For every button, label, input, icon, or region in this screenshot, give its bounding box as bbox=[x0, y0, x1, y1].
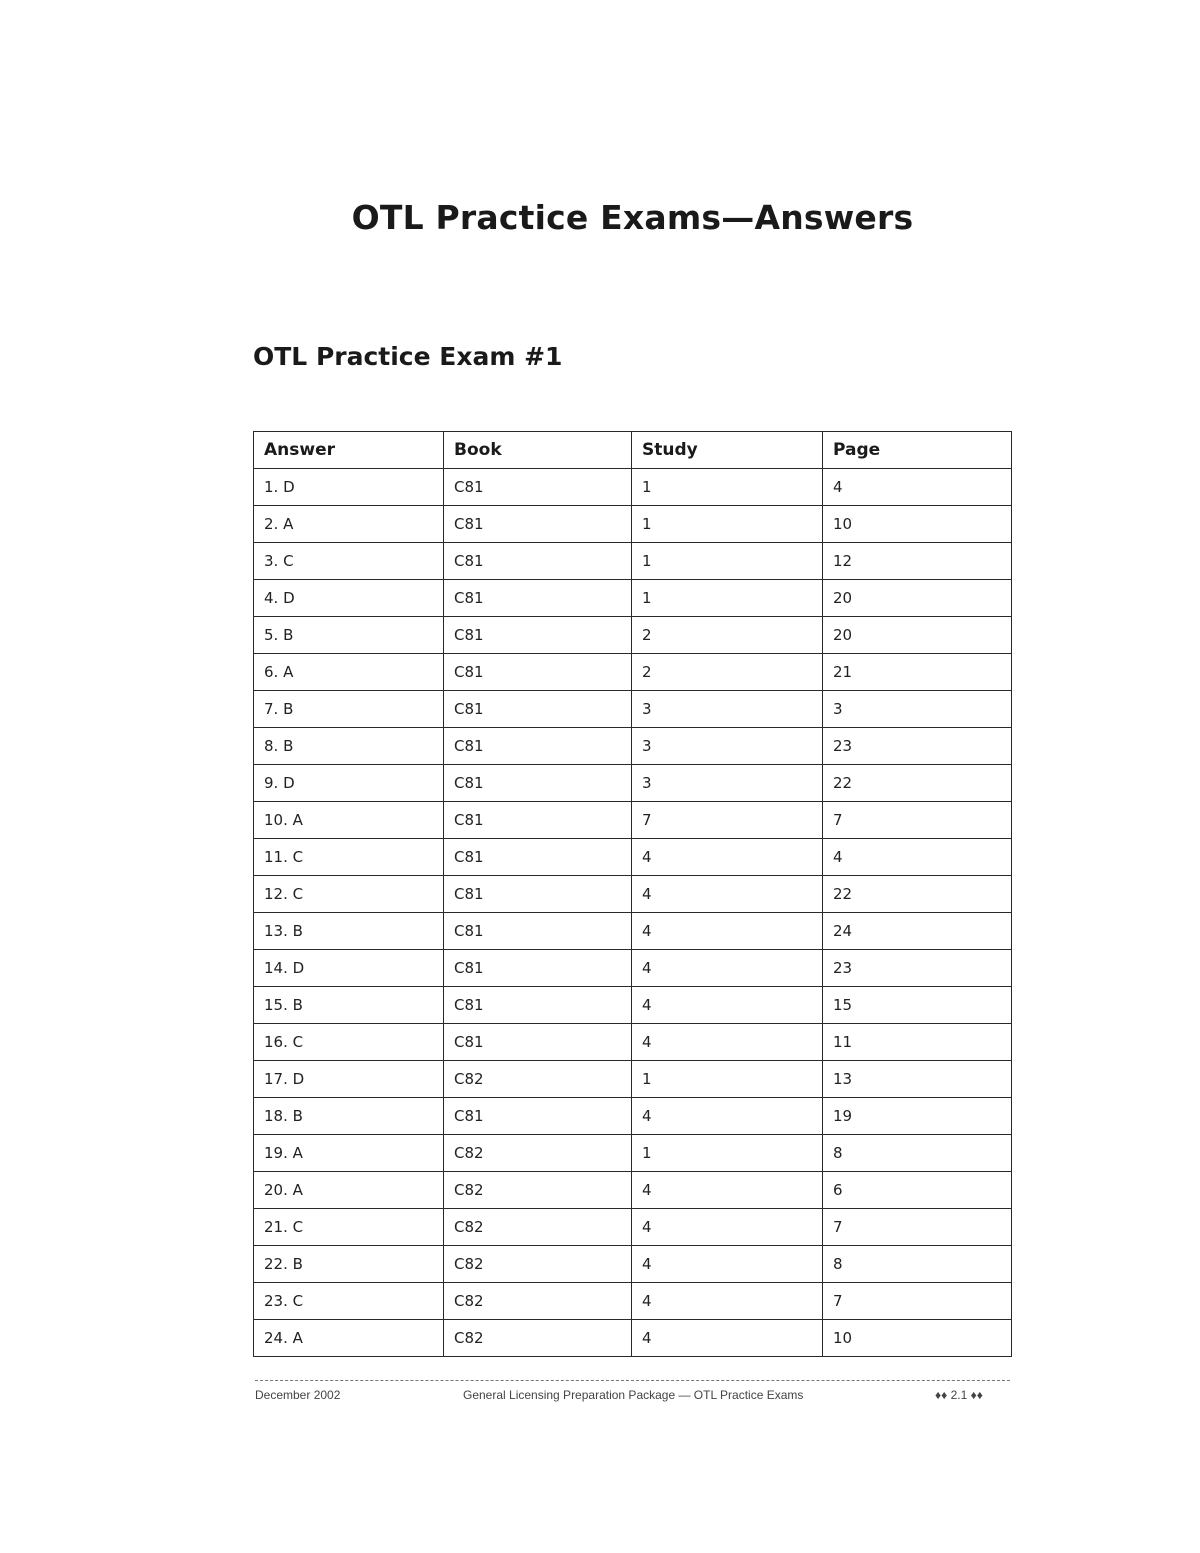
table-row bbox=[254, 617, 1012, 654]
study-cell: 4 bbox=[632, 950, 823, 987]
book-cell: C81 bbox=[444, 654, 632, 691]
page-cell: 10 bbox=[823, 1320, 1012, 1357]
study-cell: 4 bbox=[632, 1172, 823, 1209]
footer-document-title: General Licensing Preparation Package — OTL Practice Exams bbox=[463, 1388, 804, 1402]
answer-cell: 21. C bbox=[254, 1209, 444, 1246]
page-cell: 4 bbox=[823, 469, 1012, 506]
answer-cell: 2. A bbox=[254, 506, 444, 543]
table-row bbox=[254, 1209, 1012, 1246]
header-page: Page bbox=[823, 432, 1012, 469]
book-cell: C81 bbox=[444, 617, 632, 654]
page-cell: 3 bbox=[823, 691, 1012, 728]
study-cell: 4 bbox=[632, 1024, 823, 1061]
table-row bbox=[254, 469, 1012, 506]
table-row bbox=[254, 1098, 1012, 1135]
answer-cell: 17. D bbox=[254, 1061, 444, 1098]
page-cell: 4 bbox=[823, 839, 1012, 876]
book-cell: C81 bbox=[444, 1098, 632, 1135]
page-cell: 21 bbox=[823, 654, 1012, 691]
study-cell: 2 bbox=[632, 617, 823, 654]
book-cell: C81 bbox=[444, 950, 632, 987]
answer-cell: 5. B bbox=[254, 617, 444, 654]
page-cell: 7 bbox=[823, 802, 1012, 839]
table-row bbox=[254, 1246, 1012, 1283]
page-cell: 22 bbox=[823, 876, 1012, 913]
table-row bbox=[254, 543, 1012, 580]
study-cell: 2 bbox=[632, 654, 823, 691]
page-cell: 12 bbox=[823, 543, 1012, 580]
page-cell: 19 bbox=[823, 1098, 1012, 1135]
study-cell: 4 bbox=[632, 1098, 823, 1135]
study-cell: 1 bbox=[632, 543, 823, 580]
answer-cell: 8. B bbox=[254, 728, 444, 765]
book-cell: C81 bbox=[444, 469, 632, 506]
study-cell: 4 bbox=[632, 987, 823, 1024]
table-row bbox=[254, 506, 1012, 543]
book-cell: C82 bbox=[444, 1172, 632, 1209]
page-cell: 8 bbox=[823, 1246, 1012, 1283]
book-cell: C81 bbox=[444, 543, 632, 580]
study-cell: 1 bbox=[632, 580, 823, 617]
table-row bbox=[254, 839, 1012, 876]
answer-cell: 23. C bbox=[254, 1283, 444, 1320]
study-cell: 4 bbox=[632, 1283, 823, 1320]
book-cell: C81 bbox=[444, 913, 632, 950]
page-cell: 15 bbox=[823, 987, 1012, 1024]
answer-cell: 24. A bbox=[254, 1320, 444, 1357]
book-cell: C81 bbox=[444, 987, 632, 1024]
page-cell: 20 bbox=[823, 617, 1012, 654]
book-cell: C82 bbox=[444, 1283, 632, 1320]
table-row bbox=[254, 1172, 1012, 1209]
book-cell: C81 bbox=[444, 1024, 632, 1061]
book-cell: C81 bbox=[444, 876, 632, 913]
page-cell: 20 bbox=[823, 580, 1012, 617]
table-row bbox=[254, 1283, 1012, 1320]
footer-date: December 2002 bbox=[255, 1388, 341, 1402]
table-row bbox=[254, 987, 1012, 1024]
page-cell: 7 bbox=[823, 1283, 1012, 1320]
answer-cell: 16. C bbox=[254, 1024, 444, 1061]
book-cell: C82 bbox=[444, 1320, 632, 1357]
answer-cell: 15. B bbox=[254, 987, 444, 1024]
study-cell: 4 bbox=[632, 876, 823, 913]
book-cell: C81 bbox=[444, 839, 632, 876]
study-cell: 1 bbox=[632, 469, 823, 506]
study-cell: 4 bbox=[632, 1209, 823, 1246]
book-cell: C81 bbox=[444, 691, 632, 728]
answer-table bbox=[253, 431, 1012, 1357]
answer-table-body bbox=[254, 469, 1012, 1357]
table-row bbox=[254, 728, 1012, 765]
book-cell: C81 bbox=[444, 765, 632, 802]
page-cell: 11 bbox=[823, 1024, 1012, 1061]
page-cell: 23 bbox=[823, 728, 1012, 765]
page-cell: 10 bbox=[823, 506, 1012, 543]
header-answer: Answer bbox=[254, 432, 444, 469]
answer-cell: 4. D bbox=[254, 580, 444, 617]
page-cell: 7 bbox=[823, 1209, 1012, 1246]
book-cell: C82 bbox=[444, 1061, 632, 1098]
header-book: Book bbox=[444, 432, 632, 469]
answer-cell: 10. A bbox=[254, 802, 444, 839]
answer-cell: 22. B bbox=[254, 1246, 444, 1283]
study-cell: 1 bbox=[632, 506, 823, 543]
table-row bbox=[254, 691, 1012, 728]
table-row bbox=[254, 580, 1012, 617]
table-row bbox=[254, 1135, 1012, 1172]
answer-table-header bbox=[254, 432, 1012, 469]
study-cell: 1 bbox=[632, 1135, 823, 1172]
answer-cell: 12. C bbox=[254, 876, 444, 913]
footer-page-number: ♦♦ 2.1 ♦♦ bbox=[935, 1388, 983, 1402]
answer-cell: 11. C bbox=[254, 839, 444, 876]
page-cell: 13 bbox=[823, 1061, 1012, 1098]
book-cell: C82 bbox=[444, 1209, 632, 1246]
study-cell: 4 bbox=[632, 913, 823, 950]
book-cell: C82 bbox=[444, 1246, 632, 1283]
page-cell: 23 bbox=[823, 950, 1012, 987]
table-row bbox=[254, 876, 1012, 913]
footer-divider bbox=[255, 1380, 1010, 1381]
page-cell: 22 bbox=[823, 765, 1012, 802]
study-cell: 4 bbox=[632, 1320, 823, 1357]
study-cell: 3 bbox=[632, 728, 823, 765]
table-row bbox=[254, 1024, 1012, 1061]
table-row bbox=[254, 654, 1012, 691]
table-row bbox=[254, 913, 1012, 950]
study-cell: 3 bbox=[632, 765, 823, 802]
book-cell: C81 bbox=[444, 728, 632, 765]
page-title: OTL Practice Exams—Answers bbox=[351, 198, 914, 237]
study-cell: 3 bbox=[632, 691, 823, 728]
page-cell: 24 bbox=[823, 913, 1012, 950]
study-cell: 7 bbox=[632, 802, 823, 839]
book-cell: C81 bbox=[444, 802, 632, 839]
answer-cell: 19. A bbox=[254, 1135, 444, 1172]
answer-cell: 7. B bbox=[254, 691, 444, 728]
study-cell: 4 bbox=[632, 1246, 823, 1283]
section-title: OTL Practice Exam #1 bbox=[253, 342, 563, 371]
answer-cell: 13. B bbox=[254, 913, 444, 950]
header-study: Study bbox=[632, 432, 823, 469]
book-cell: C82 bbox=[444, 1135, 632, 1172]
answer-cell: 6. A bbox=[254, 654, 444, 691]
page-cell: 8 bbox=[823, 1135, 1012, 1172]
answer-cell: 18. B bbox=[254, 1098, 444, 1135]
page-cell: 6 bbox=[823, 1172, 1012, 1209]
table-row bbox=[254, 802, 1012, 839]
table-row bbox=[254, 1061, 1012, 1098]
table-row bbox=[254, 950, 1012, 987]
study-cell: 1 bbox=[632, 1061, 823, 1098]
answer-cell: 9. D bbox=[254, 765, 444, 802]
study-cell: 4 bbox=[632, 839, 823, 876]
answer-cell: 3. C bbox=[254, 543, 444, 580]
table-row bbox=[254, 765, 1012, 802]
table-row bbox=[254, 1320, 1012, 1357]
answer-cell: 1. D bbox=[254, 469, 444, 506]
answer-cell: 14. D bbox=[254, 950, 444, 987]
answer-cell: 20. A bbox=[254, 1172, 444, 1209]
book-cell: C81 bbox=[444, 580, 632, 617]
book-cell: C81 bbox=[444, 506, 632, 543]
